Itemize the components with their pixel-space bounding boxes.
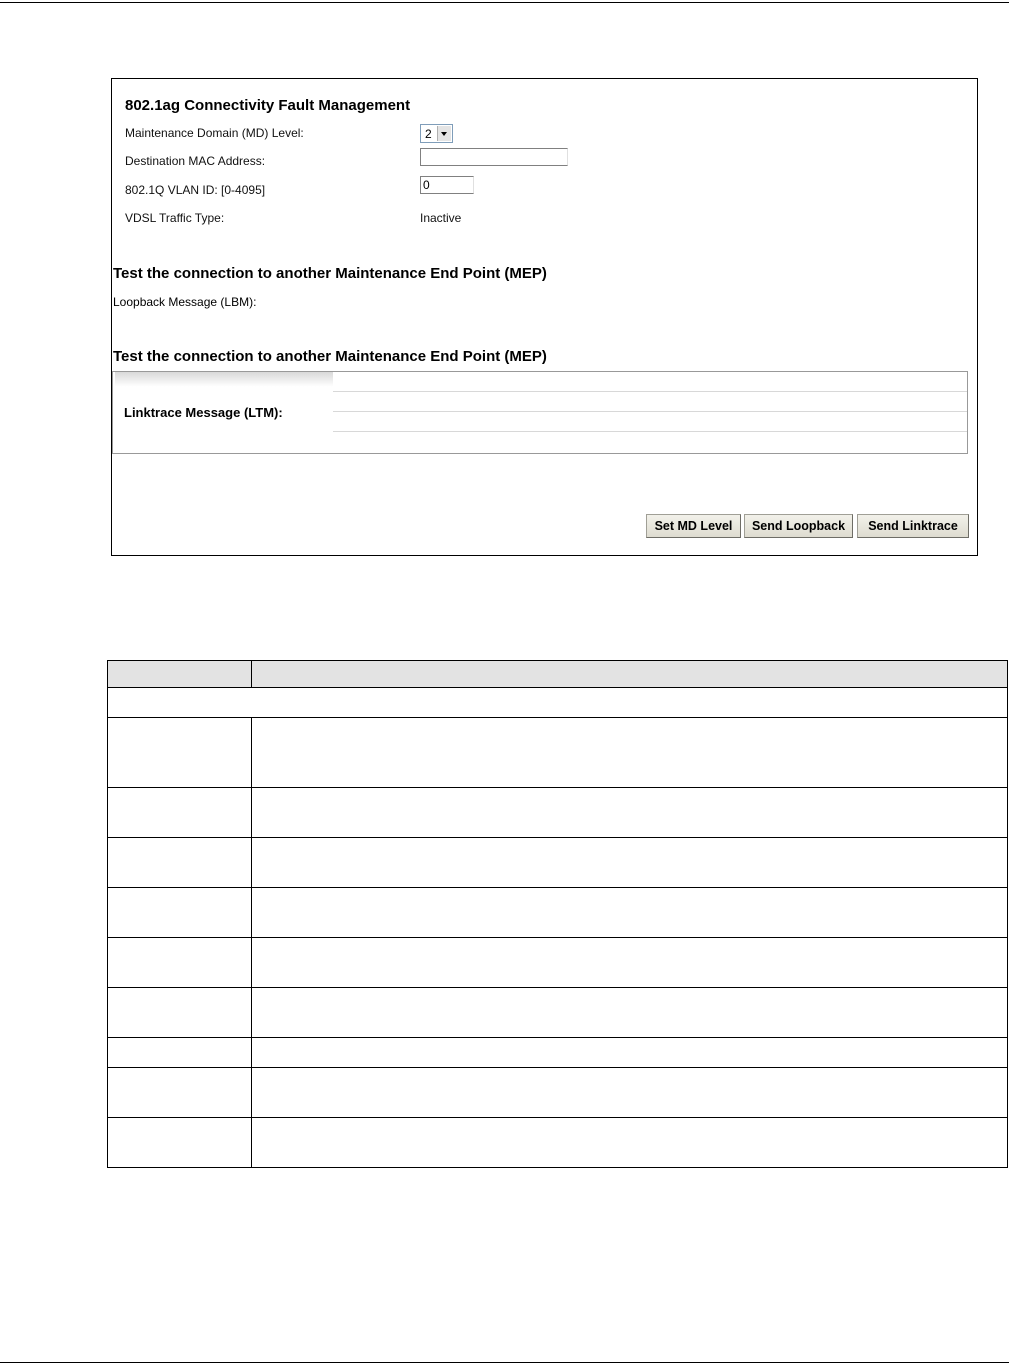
table-cell — [252, 988, 1008, 1038]
table-cell — [108, 688, 1008, 718]
table-cell — [108, 718, 252, 788]
vdsl-traffic-value: Inactive — [420, 211, 462, 225]
chevron-down-icon[interactable] — [437, 126, 451, 141]
set-md-level-button[interactable]: Set MD Level — [646, 514, 741, 538]
ltm-result-row — [333, 391, 967, 392]
table-cell — [108, 1118, 252, 1168]
ltm-section-title: Test the connection to another Maintenance End Point (MEP) — [113, 348, 547, 365]
cfm-panel — [111, 78, 978, 556]
table-row — [108, 1038, 1008, 1068]
table-cell — [252, 788, 1008, 838]
lbm-label: Loopback Message (LBM): — [113, 295, 257, 309]
table-row — [108, 988, 1008, 1038]
table-cell — [252, 938, 1008, 988]
table-cell — [108, 1068, 252, 1118]
ltm-result-row — [333, 411, 967, 412]
table-header-cell — [252, 661, 1008, 688]
vlan-input[interactable]: 0 — [420, 176, 474, 194]
table-cell — [252, 718, 1008, 788]
panel-title: 802.1ag Connectivity Fault Management — [125, 97, 411, 114]
table-row — [108, 838, 1008, 888]
ltm-box — [112, 371, 968, 454]
table-cell — [108, 888, 252, 938]
table-row — [108, 718, 1008, 788]
table-cell — [252, 888, 1008, 938]
table-cell — [108, 988, 252, 1038]
table-cell — [252, 1118, 1008, 1168]
table-cell — [108, 838, 252, 888]
table-row — [108, 1068, 1008, 1118]
table-row — [108, 1118, 1008, 1168]
table-row — [108, 688, 1008, 718]
md-level-value: 2 — [425, 127, 432, 141]
send-loopback-button[interactable]: Send Loopback — [744, 514, 853, 538]
table-header-row — [108, 661, 1008, 688]
table-cell — [252, 1068, 1008, 1118]
dest-mac-input[interactable] — [420, 148, 568, 166]
ltm-label: Linktrace Message (LTM): — [124, 405, 283, 420]
vlan-label: 802.1Q VLAN ID: [0-4095] — [125, 183, 266, 197]
table-header-cell — [108, 661, 252, 688]
top-rule — [0, 2, 1009, 3]
lbm-section-title: Test the connection to another Maintenance End Point (MEP) — [113, 265, 547, 282]
table-cell — [108, 938, 252, 988]
description-table — [107, 660, 1008, 1168]
table-cell — [252, 838, 1008, 888]
table-cell — [108, 1038, 252, 1068]
send-linktrace-button[interactable]: Send Linktrace — [857, 514, 969, 538]
ltm-result-row — [333, 431, 967, 432]
dest-mac-label: Destination MAC Address: — [125, 154, 266, 168]
table-row — [108, 788, 1008, 838]
table-cell — [252, 1038, 1008, 1068]
table-row — [108, 938, 1008, 988]
ltm-label-cell — [115, 372, 333, 453]
vdsl-traffic-label: VDSL Traffic Type: — [125, 211, 225, 225]
table-cell — [108, 788, 252, 838]
md-level-select[interactable] — [420, 124, 453, 143]
table-row — [108, 888, 1008, 938]
md-level-label: Maintenance Domain (MD) Level: — [125, 126, 304, 140]
